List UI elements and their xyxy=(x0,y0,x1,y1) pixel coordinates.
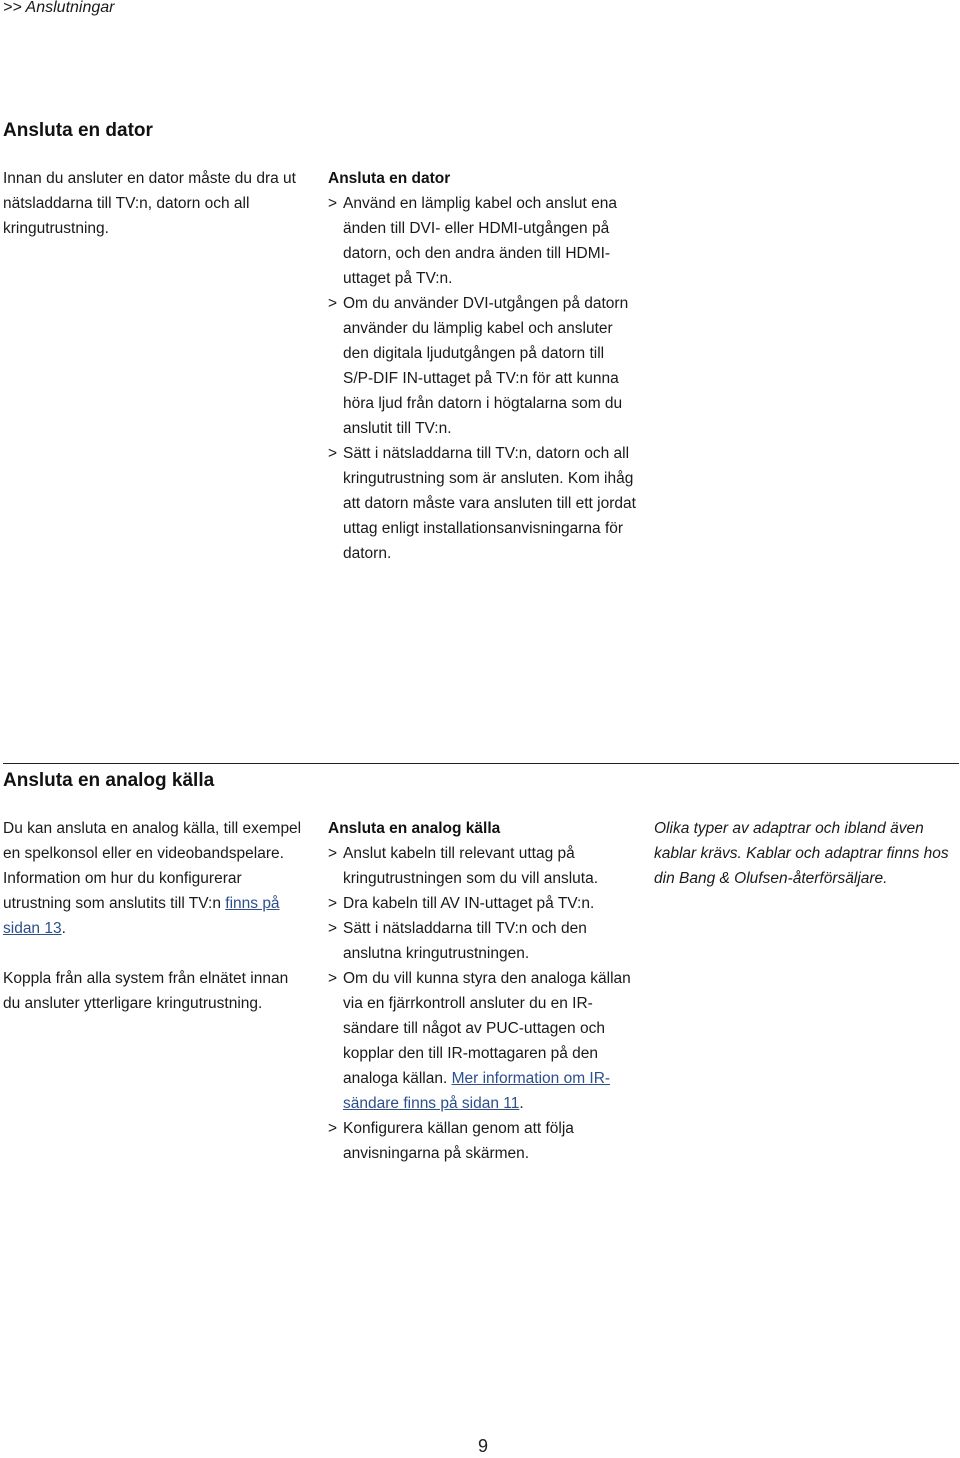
page-13-link[interactable]: finns på sidan 13 xyxy=(3,895,280,937)
computer-steps-column xyxy=(328,166,638,566)
analog-intro-end: . xyxy=(61,920,66,937)
section-divider xyxy=(3,763,959,764)
list-item xyxy=(328,1116,633,1166)
bullet-marker: > xyxy=(328,895,338,912)
bullet-marker: > xyxy=(328,295,338,312)
list-item xyxy=(328,916,633,966)
step-text: Konfigurera källan genom att följa anvisningarna på skärmen. xyxy=(343,1120,574,1162)
list-item xyxy=(328,191,638,291)
list-item xyxy=(328,841,633,891)
list-item xyxy=(328,441,638,566)
step-text: Sätt i nätsladdarna till TV:n, datorn och all kringutrustning som är ansluten. Kom ihåg att datorn måste vara ansluten till ett jordat uttag enligt installationsanvisningarna för datorn. xyxy=(343,445,636,562)
breadcrumb: >> Anslutningar xyxy=(3,0,115,16)
list-item xyxy=(328,966,633,1116)
page-number: 9 xyxy=(477,1436,488,1456)
analog-steps-column xyxy=(328,816,633,1166)
bullet-marker: > xyxy=(328,845,338,862)
step-text: Dra kabeln till AV IN-uttaget på TV:n. xyxy=(343,895,595,912)
step-text: Om du vill kunna styra den analoga källan via en fjärrkontroll ansluter du en IR-sändare till något av PUC-uttagen och kopplar den till IR-mottagaren på den analoga källan. xyxy=(343,970,631,1087)
step-text: Anslut kabeln till relevant uttag på kringutrustningen som du vill ansluta. xyxy=(343,845,599,887)
analog-steps-heading: Ansluta en analog källa xyxy=(328,820,501,837)
step-text: Sätt i nätsladdarna till TV:n och den anslutna kringutrustningen. xyxy=(343,920,587,962)
adapter-note-column xyxy=(654,816,950,891)
analog-warning-text: Koppla från alla system från elnätet innan du ansluter ytterligare kringutrustning. xyxy=(3,970,289,1012)
analog-steps-list xyxy=(328,841,633,1166)
ir-sender-link[interactable]: Mer information om IR-sändare finns på sidan 11 xyxy=(343,1070,611,1112)
analog-intro-text: Du kan ansluta en analog källa, till exempel en spelkonsol eller en videobandspelare. Information om hur du konfigurerar utrustning som anslutits till TV:n xyxy=(3,820,302,912)
bullet-marker: > xyxy=(328,445,338,462)
section-title-computer: Ansluta en dator xyxy=(3,120,153,141)
step-end: . xyxy=(519,1095,524,1112)
analog-intro-column xyxy=(3,816,303,1016)
section-title-analog: Ansluta en analog källa xyxy=(3,770,215,791)
bullet-marker: > xyxy=(328,920,338,937)
bullet-marker: > xyxy=(328,195,338,212)
bullet-marker: > xyxy=(328,970,338,987)
analog-intro-paragraph xyxy=(3,816,303,941)
computer-intro-text: Innan du ansluter en dator måste du dra ut nätsladdarna till TV:n, datorn och all kringutrustning. xyxy=(3,170,296,237)
adapter-note-text: Olika typer av adaptrar och ibland även kablar krävs. Kablar och adaptrar finns hos din Bang & Olufsen-återförsäljare. xyxy=(654,820,949,887)
computer-steps-list xyxy=(328,191,638,566)
computer-intro-column xyxy=(3,166,308,241)
step-text: Om du använder DVI-utgången på datorn använder du lämplig kabel och ansluter den digitala ljudutgången på datorn till S/P-DIF IN-uttaget på TV:n för att kunna höra ljud från datorn i högtalarna som du anslutit till TV:n. xyxy=(343,295,629,437)
computer-steps-heading: Ansluta en dator xyxy=(328,170,451,187)
list-item xyxy=(328,291,638,441)
list-item xyxy=(328,891,633,916)
step-text: Använd en lämplig kabel och anslut ena änden till DVI- eller HDMI-utgången på datorn, och den andra änden till HDMI-uttaget på TV:n. xyxy=(343,195,618,287)
bullet-marker: > xyxy=(328,1120,338,1137)
